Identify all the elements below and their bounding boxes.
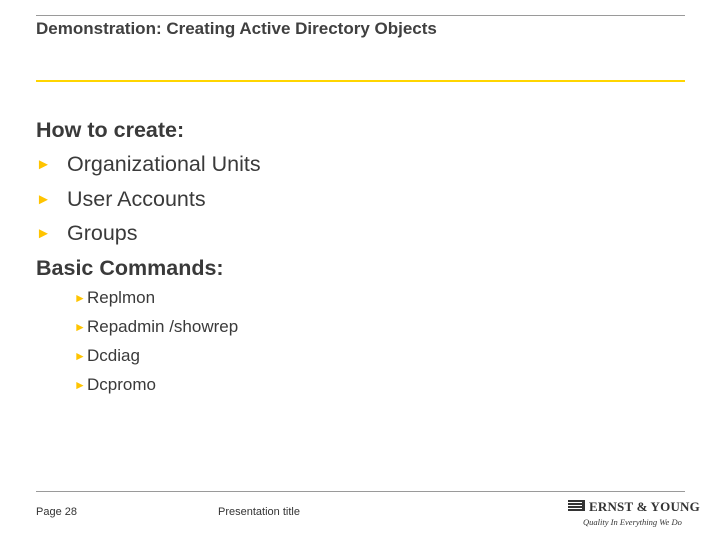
command-label: Replmon [87, 288, 156, 307]
command-label: Repadmin /showrep [87, 317, 239, 336]
bullet-label: Groups [67, 221, 138, 245]
heading-how-to-create: How to create: [36, 118, 185, 142]
page-number: Page 28 [36, 506, 77, 518]
logo-name: ERNST & YOUNG [589, 499, 700, 514]
bullet-item [36, 216, 261, 251]
command-label: Dcdiag [87, 346, 140, 365]
bullet-item [36, 182, 261, 217]
command-item [74, 312, 238, 341]
command-item [74, 370, 238, 399]
bullet-label: User Accounts [67, 186, 206, 211]
command-list [74, 283, 238, 399]
logo-tagline: Quality In Everything We Do [583, 517, 682, 527]
command-item [74, 283, 238, 312]
triangle-right-icon: ► [36, 190, 51, 208]
logo-mark-icon [567, 499, 587, 513]
triangle-right-icon: ► [74, 378, 86, 392]
command-label: Dcpromo [87, 375, 156, 394]
triangle-right-icon: ► [74, 291, 86, 305]
bullet-label: Organizational Units [67, 152, 261, 176]
presentation-title: Presentation title [218, 506, 300, 518]
triangle-right-icon: ► [36, 225, 51, 242]
triangle-right-icon: ► [36, 156, 51, 173]
heading-basic-commands: Basic Commands: [36, 255, 224, 280]
slide-content [36, 113, 261, 285]
slide-title: Demonstration: Creating Active Directory Objects [36, 19, 437, 38]
title-top-rule [36, 15, 685, 16]
footer-rule [36, 491, 685, 492]
title-accent-rule [36, 80, 685, 82]
command-item [74, 341, 238, 370]
triangle-right-icon: ► [74, 349, 86, 363]
company-logo [567, 499, 700, 531]
triangle-right-icon: ► [74, 320, 86, 334]
bullet-item [36, 147, 261, 182]
